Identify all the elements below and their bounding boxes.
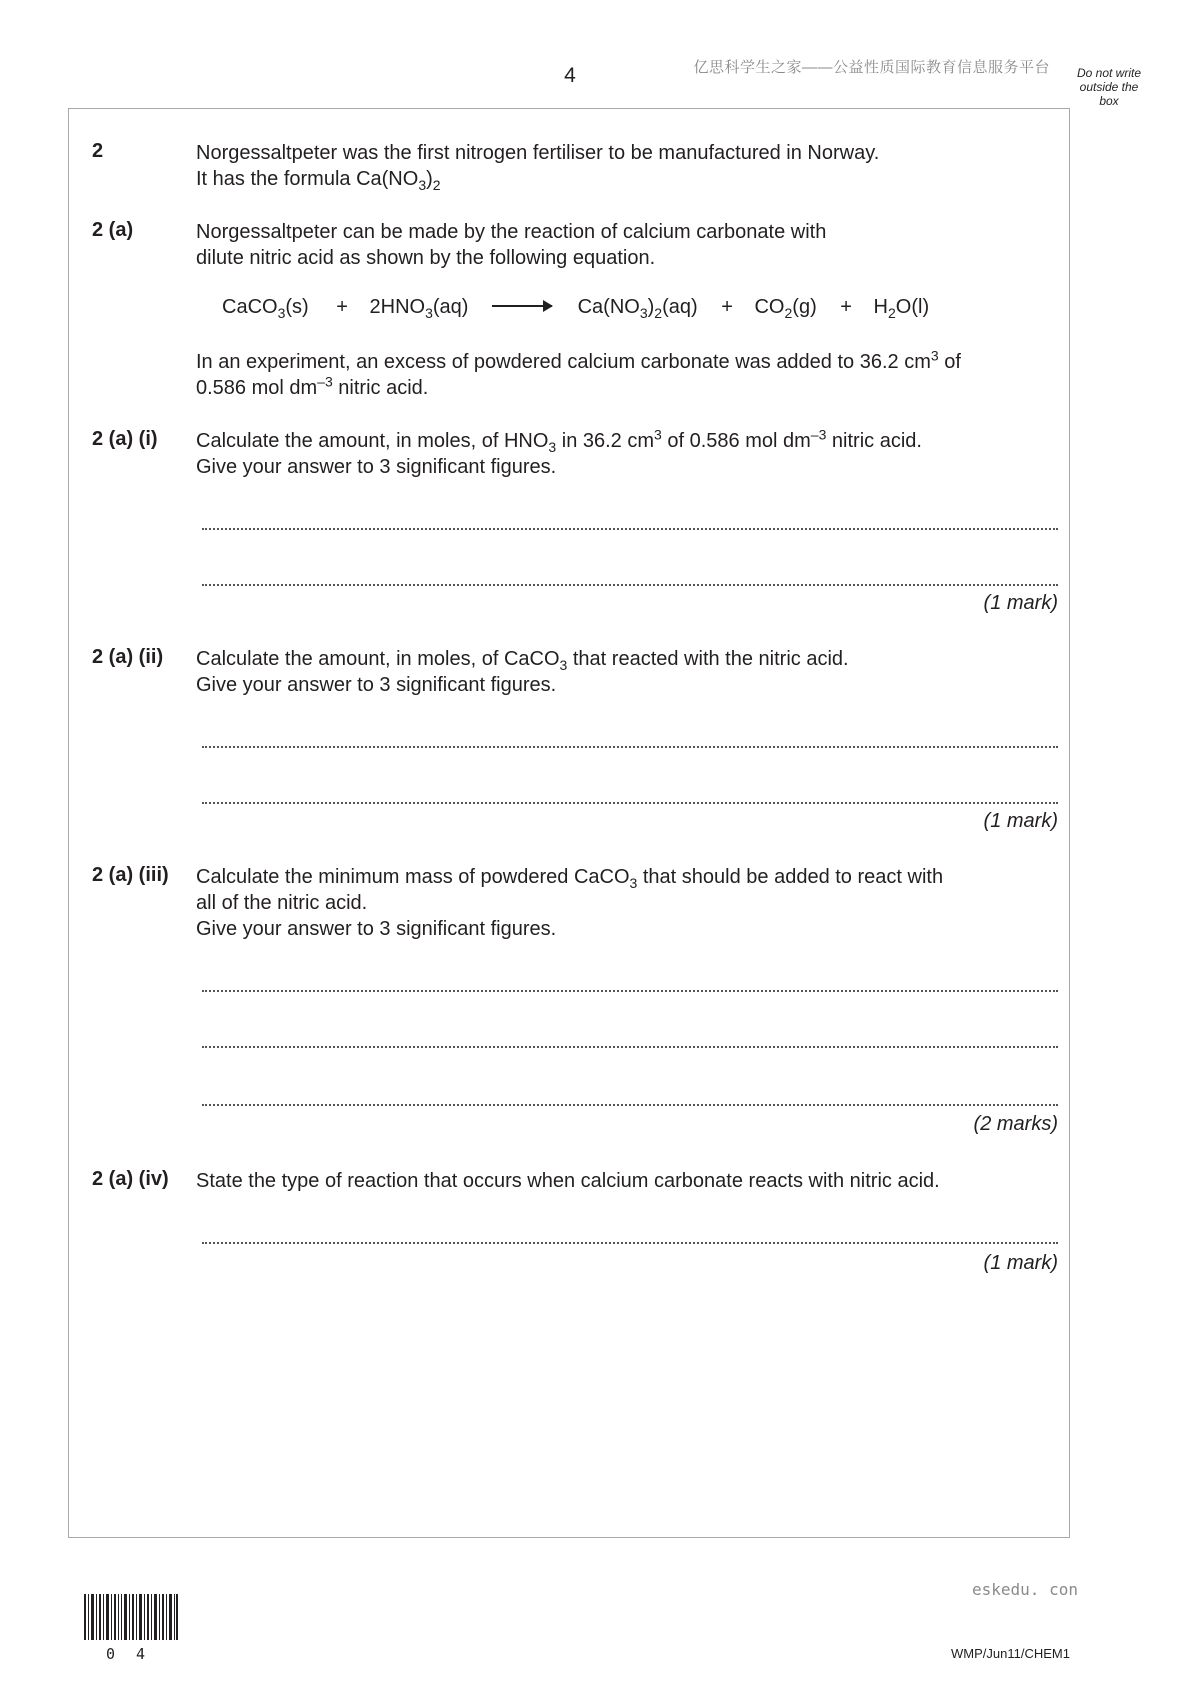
- plus-sign: +: [336, 296, 348, 318]
- chemical-equation: [222, 296, 929, 319]
- marks-label: (1 mark): [983, 592, 1058, 614]
- page-number: 4: [564, 64, 576, 87]
- question-2-text: [196, 140, 1056, 192]
- question-number: 2 (a) (ii): [92, 646, 164, 668]
- answer-line[interactable]: [202, 584, 1058, 586]
- reaction-arrow-icon: [492, 305, 552, 307]
- question-2ai-text: [196, 428, 1056, 480]
- question-2aii-text: [196, 646, 1056, 698]
- text-line: Calculate the amount, in moles, of $HNO_3$ in 36.2 $cm^3$ of 0.586 mol $dm^{-3}$ nitric acid.: [196, 426, 922, 455]
- answer-line[interactable]: [202, 1242, 1058, 1244]
- margin-note: [1066, 66, 1152, 108]
- answer-box-border: [68, 108, 1070, 1538]
- answer-line[interactable]: [202, 746, 1058, 748]
- watermark-footer: eskedu. con: [972, 1580, 1078, 1599]
- text-line: Give your answer to 3 significant figures.: [196, 918, 557, 940]
- text-line: 0.586 mol $dm^{-3}$ nitric acid.: [196, 373, 429, 399]
- text-line: It has the formula $Ca(NO_3)_2$: [196, 168, 441, 193]
- margin-note-line: outside the: [1079, 80, 1139, 94]
- text-line: all of the nitric acid.: [196, 892, 368, 914]
- text-line: Calculate the minimum mass of powdered CaCO$_3$ that should be added to react with: [196, 866, 944, 891]
- answer-line[interactable]: [202, 1104, 1058, 1106]
- question-2aiv-text: [196, 1168, 1056, 1194]
- question-number: 2 (a) (i): [92, 428, 158, 450]
- document-code: WMP/Jun11/CHEM1: [951, 1646, 1070, 1661]
- reactant-caco3: CaCO$_3$(s): [222, 296, 309, 321]
- marks-label: (1 mark): [983, 1252, 1058, 1274]
- margin-note-line: box: [1099, 94, 1119, 108]
- plus-sign: +: [721, 296, 733, 318]
- question-number: 2 (a) (iv): [92, 1168, 169, 1190]
- marks-label: (1 mark): [983, 810, 1058, 832]
- text-line: dilute nitric acid as shown by the following equation.: [196, 247, 656, 269]
- text-line: Norgessaltpeter was the first nitrogen fertiliser to be manufactured in Norway.: [196, 142, 880, 164]
- question-number: 2: [92, 140, 104, 162]
- text-line: Norgessaltpeter can be made by the reaction of calcium carbonate with: [196, 221, 827, 243]
- answer-line[interactable]: [202, 802, 1058, 804]
- barcode: [84, 1594, 178, 1663]
- product-co2: $CO_2(g)$: [754, 296, 817, 321]
- question-number: 2 (a): [92, 219, 134, 241]
- question-2a-text: [196, 219, 1056, 271]
- watermark-header: 亿思科学生之家——公益性质国际教育信息服务平台: [693, 59, 1050, 76]
- question-2aiii-text: [196, 864, 1056, 942]
- barcode-digits: 0 4: [106, 1645, 152, 1663]
- experiment-text: [196, 349, 1056, 401]
- product-h2o: $H_2O(l)$: [873, 296, 930, 321]
- marks-label: (2 marks): [973, 1113, 1058, 1135]
- product-ca-no3-2: $Ca(NO_3)_2(aq)$: [577, 296, 698, 321]
- text-line: Give your answer to 3 significant figures.: [196, 674, 557, 696]
- reactant-hno3: $2HNO_3(aq)$: [369, 296, 469, 321]
- margin-note-line: Do not write: [1076, 66, 1142, 80]
- answer-line[interactable]: [202, 1046, 1058, 1048]
- text-line: Give your answer to 3 significant figures.: [196, 456, 557, 478]
- text-line: In an experiment, an excess of powdered calcium carbonate was added to 36.2 $cm^3$ of: [196, 347, 961, 373]
- text-line: Calculate the amount, in moles, of CaCO$_3$ that reacted with the nitric acid.: [196, 648, 849, 673]
- question-number: 2 (a) (iii): [92, 864, 169, 886]
- answer-line[interactable]: [202, 528, 1058, 530]
- answer-line[interactable]: [202, 990, 1058, 992]
- text-line: State the type of reaction that occurs when calcium carbonate reacts with nitric acid.: [196, 1170, 940, 1192]
- barcode-icon: [84, 1594, 178, 1640]
- plus-sign: +: [840, 296, 852, 318]
